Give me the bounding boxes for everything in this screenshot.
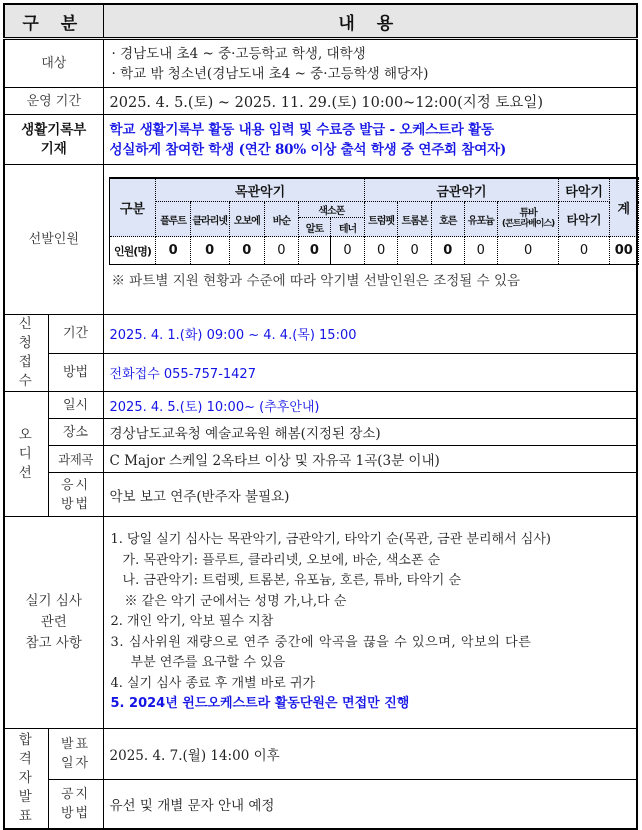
row-label-count: 인원(명)	[109, 237, 156, 265]
audition-place-value: 경상남도교육청 예술교육원 해봄(지정된 장소)	[103, 419, 637, 446]
label-audition-datetime: 일시	[48, 392, 103, 419]
row-period	[4, 88, 637, 115]
row-selection	[4, 165, 637, 315]
value-horn: 0	[431, 237, 464, 265]
label-audition-place: 장소	[48, 419, 103, 446]
reference-item-3: 3. 심사위원 재량으로 연주 중간에 악곡을 끊을 수 있으며, 악보의 다른	[110, 634, 532, 650]
value-euphonium: 0	[464, 237, 498, 265]
label-application-method: 방법	[48, 353, 103, 392]
value-alto-sax: 0	[298, 237, 331, 265]
instrument-percussion: 타악기	[559, 202, 610, 237]
announcement-method-value: 유선 및 개별 문자 안내 예정	[103, 780, 637, 829]
value-trombone: 0	[398, 237, 432, 265]
value-bassoon: 0	[265, 237, 299, 265]
audition-piece-value: C Major 스케일 2옥타브 이상 및 자유곡 1곡(3분 이내)	[103, 446, 637, 473]
label-audition-piece: 과제곡	[48, 446, 103, 473]
reference-item-1b: 나. 금관악기: 트럼펫, 트롬본, 유포늄, 호른, 튜바, 타악기 순	[122, 573, 462, 589]
reference-item-5: 5. 2024년 윈드오케스트라 활동단원은 면접만 진행	[110, 696, 410, 712]
label-period: 운영 기간	[4, 88, 103, 115]
value-oboe: 0	[229, 237, 265, 265]
row-application-period	[4, 315, 637, 354]
row-reference	[4, 517, 637, 729]
label-application-period: 기간	[48, 315, 103, 354]
instrument-tuba: 튜바	[519, 208, 537, 219]
reference-item-1-note: ※ 같은 악기 군에서는 성명 가,나,다 순	[124, 593, 347, 609]
period-value: 2025. 4. 5.(토) ~ 2025. 11. 29.(토) 10:00~12:00(지정 토요일)	[103, 88, 637, 115]
reference-item-1: 1. 당일 실기 심사는 목관악기, 금관악기, 타악기 순(목관, 금관 분리해서 심사)	[110, 532, 551, 548]
instrument-saxophone: 색소폰	[298, 202, 364, 218]
row-audition-datetime	[4, 392, 637, 419]
value-tenor-sax: 0	[331, 237, 365, 265]
header-content: 내 용	[103, 4, 637, 39]
label-reference-3: 참고 사항	[25, 635, 82, 651]
label-application: 신청 접수	[18, 316, 34, 389]
row-audition-place	[4, 419, 637, 446]
selection-quota-table	[109, 177, 639, 265]
reference-item-4: 4. 실기 심사 종료 후 개별 바로 귀가	[110, 675, 316, 691]
label-reference-1: 실기 심사	[25, 593, 82, 609]
reference-item-2: 2. 개인 악기, 악보 필수 지참	[110, 614, 274, 630]
label-record-1: 생활기록부	[21, 121, 87, 138]
instrument-clarinet: 클라리넷	[190, 202, 229, 237]
row-application-method	[4, 353, 637, 392]
row-audition-piece	[4, 446, 637, 473]
instrument-euphonium: 유포늄	[464, 202, 498, 237]
group-total: 계	[609, 178, 638, 237]
record-line-2: 성실하게 참여한 학생 (연간 80% 이상 출석 학생 중 연주회 참여자)	[109, 141, 507, 158]
label-announcement: 합격자 발표	[18, 731, 34, 824]
application-period-value: 2025. 4. 1.(화) 09:00 ~ 4. 4.(목) 15:00	[103, 315, 637, 354]
target-line-1: · 경남도내 초4 ~ 중·고등학교 학생, 대학생	[111, 45, 366, 62]
instrument-flute: 플루트	[156, 202, 191, 237]
row-audition-method	[4, 473, 637, 517]
audition-method-value: 악보 보고 연주(반주자 불필요)	[103, 473, 637, 517]
group-percussion: 타악기	[559, 178, 610, 202]
instrument-horn: 호른	[431, 202, 464, 237]
corner-cell: 구분	[109, 178, 156, 237]
label-announcement-date: 발표 일자	[60, 737, 91, 771]
value-total: 00	[609, 237, 638, 265]
row-target	[4, 39, 637, 88]
label-announcement-method: 공지 방법	[60, 786, 91, 821]
label-target: 대상	[4, 39, 103, 88]
header-row	[4, 4, 637, 39]
row-announcement-date	[4, 729, 637, 780]
instrument-tuba-sub: (콘트라베이스)	[501, 219, 555, 229]
row-announcement-method	[4, 780, 637, 829]
instrument-trumpet: 트럼펫	[364, 202, 398, 237]
value-trumpet: 0	[364, 237, 398, 265]
reference-item-3-cont: 부분 연주를 요구할 수 있음	[130, 655, 286, 671]
quota-values-row	[109, 237, 638, 265]
group-woodwind: 목관악기	[156, 178, 365, 202]
instrument-trombone: 트롬본	[398, 202, 432, 237]
value-clarinet: 0	[190, 237, 229, 265]
record-line-1: 학교 생활기록부 활동 내용 입력 및 수료증 발급 - 오케스트라 활동	[109, 121, 494, 138]
target-line-2: · 학교 밖 청소년(경남도내 초4 ~ 중·고등학생 해당자)	[111, 65, 429, 82]
audition-datetime-value: 2025. 4. 5.(토) 10:00~ (추후안내)	[103, 392, 637, 419]
label-audition-method: 응시 방법	[60, 477, 91, 512]
header-category: 구 분	[4, 4, 103, 39]
instrument-tenor-sax: 테너	[331, 218, 365, 237]
label-reference-2: 관련	[40, 614, 67, 630]
reference-item-1a: 가. 목관악기: 플루트, 클라리넷, 오보에, 바순, 색소폰 순	[122, 552, 441, 568]
label-selection: 선발인원	[4, 165, 103, 315]
group-brass: 금관악기	[364, 178, 558, 202]
value-flute: 0	[156, 237, 191, 265]
value-tuba: 0	[498, 237, 559, 265]
application-method-value: 전화접수 055-757-1427	[103, 353, 637, 392]
label-audition: 오디션	[18, 426, 34, 481]
label-record-2: 기재	[40, 140, 67, 157]
instrument-alto-sax: 알토	[298, 218, 331, 237]
recruitment-info-table	[3, 3, 638, 830]
selection-note: ※ 파트별 지원 현황과 수준에 따라 악기별 선발인원은 조정될 수 있음	[111, 273, 521, 289]
announcement-date-value: 2025. 4. 7.(월) 14:00 이후	[103, 729, 637, 780]
instrument-bassoon: 바순	[265, 202, 299, 237]
row-record	[4, 115, 637, 165]
instrument-oboe: 오보에	[229, 202, 265, 237]
value-percussion: 0	[559, 237, 610, 265]
